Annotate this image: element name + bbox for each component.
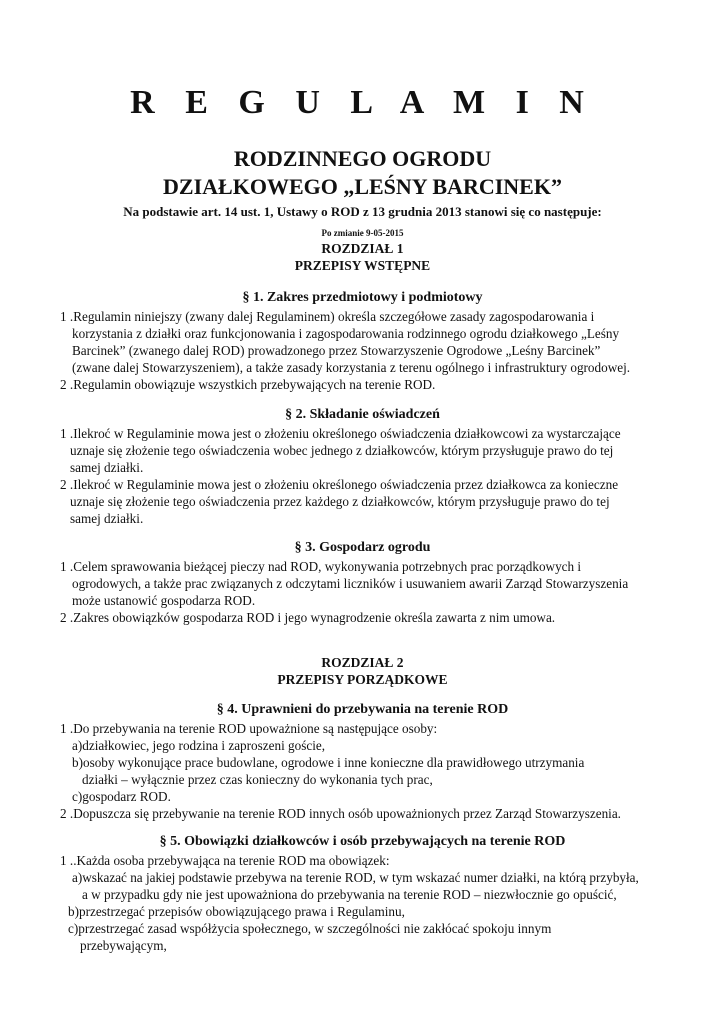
- section-2-line: samej działki.: [70, 511, 144, 526]
- section-3-line: może ustanowić gospodarza ROD.: [72, 593, 256, 608]
- section-4-line: a)działkowiec, jego rodzina i zaproszeni goście,: [72, 738, 326, 753]
- section-5-line: c)przestrzegać zasad współżycia społecznego, w szczególności nie zakłócać spokoju innym: [68, 921, 552, 936]
- section-2-line: uznaje się złożenie tego oświadczenia wobec jednego z działkowców, którym przysługuje prawo do tej: [70, 443, 614, 458]
- section-5-line: 1 ..Każda osoba przebywająca na terenie ROD ma obowiązek:: [60, 853, 390, 868]
- chapter-2-title: ROZDZIAŁ 2: [321, 655, 404, 670]
- section-1-line: 1 .Regulamin niniejszy (zwany dalej Regulaminem) określa szczegółowe zasady zagospodarowania i: [60, 309, 595, 324]
- section-3-heading: § 3. Gospodarz ogrodu: [294, 540, 431, 555]
- section-2-line: 1 .Ilekroć w Regulaminie mowa jest o złożeniu określonego oświadczenia działkowcowi za wystarczające: [60, 426, 621, 441]
- document-title: R E G U L A M I N: [130, 84, 595, 121]
- document-subtitle-2: DZIAŁKOWEGO „LEŚNY BARCINEK”: [163, 174, 562, 199]
- section-4-line: 2 .Dopuszcza się przebywanie na terenie ROD innych osób upoważnionych przez Zarząd Stowarzyszenia.: [60, 806, 621, 821]
- section-4-heading: § 4. Uprawnieni do przebywania na terenie ROD: [216, 702, 509, 717]
- section-2-line: 2 .Ilekroć w Regulaminie mowa jest o złożeniu określonego oświadczenia przez działkowca za konieczne: [60, 477, 619, 492]
- section-3-line: 1 .Celem sprawowania bieżącej pieczy nad ROD, wykonywania potrzebnych prac porządkowych i: [60, 559, 582, 574]
- chapter-1-subtitle: PRZEPISY WSTĘPNE: [294, 258, 431, 273]
- section-1-line: Barcinek” (zwanego dalej ROD) prowadzonego przez Stowarzyszenie Ogrodowe „Leśny Barcinek”: [72, 343, 601, 358]
- section-4-line: b)osoby wykonujące prace budowlane, ogrodowe i inne konieczne dla prawidłowego utrzymania: [72, 755, 585, 770]
- section-2-line: uznaje się złożenie tego oświadczenia przez każdego z działkowców, którym przysługuje prawo do tej: [70, 494, 610, 509]
- section-2-line: samej działki.: [70, 460, 144, 475]
- chapter-2-subtitle: PRZEPISY PORZĄDKOWE: [277, 672, 448, 687]
- section-3-line: ogrodowych, a także prac związanych z odczytami liczników i usuwaniem awarii Zarząd Stowarzyszenia: [72, 576, 629, 591]
- document-subtitle-1: RODZINNEGO OGRODU: [233, 146, 492, 171]
- section-5-line: b)przestrzegać przepisów obowiązującego prawa i Regulaminu,: [68, 904, 405, 919]
- section-5-line: a)wskazać na jakiej podstawie przebywa na terenie ROD, w tym wskazać numer działki, na którą przybyła,: [72, 870, 639, 885]
- section-5-line: przebywającym,: [80, 938, 167, 953]
- chapter-1-title: ROZDZIAŁ 1: [321, 241, 404, 256]
- section-2-heading: § 2. Składanie oświadczeń: [285, 407, 440, 422]
- legal-basis: Na podstawie art. 14 ust. 1, Ustawy o ROD z 13 grudnia 2013 stanowi się co następuje:: [123, 204, 602, 219]
- section-1-heading: § 1. Zakres przedmiotowy i podmiotowy: [242, 290, 483, 305]
- section-1-line: 2 .Regulamin obowiązuje wszystkich przebywających na terenie ROD.: [60, 377, 436, 392]
- amendment-note: Po zmianie 9-05-2015: [321, 228, 404, 238]
- section-3-line: 2 .Zakres obowiązków gospodarza ROD i jego wynagrodzenie określa zawarta z nim umowa.: [60, 610, 556, 625]
- section-1-line: (zwane dalej Stowarzyszeniem), a także zasady korzystania z terenu ogólnego i infrastruktury ogrodowej.: [72, 360, 631, 375]
- section-4-line: 1 .Do przebywania na terenie ROD upoważnione są następujące osoby:: [60, 721, 438, 736]
- section-5-line: a w przypadku gdy nie jest upoważniona do przebywania na terenie ROD – niezwłocznie go opuścić,: [82, 887, 617, 902]
- section-1-line: korzystania z działki oraz funkcjonowania i zagospodarowania rodzinnego ogrodu działkowego „Leśny: [72, 326, 620, 341]
- section-4-line: c)gospodarz ROD.: [72, 789, 171, 804]
- section-4-line: działki – wyłącznie przez czas konieczny do wykonania tych prac,: [82, 772, 433, 787]
- section-5-heading: § 5. Obowiązki działkowców i osób przebywających na terenie ROD: [159, 834, 566, 849]
